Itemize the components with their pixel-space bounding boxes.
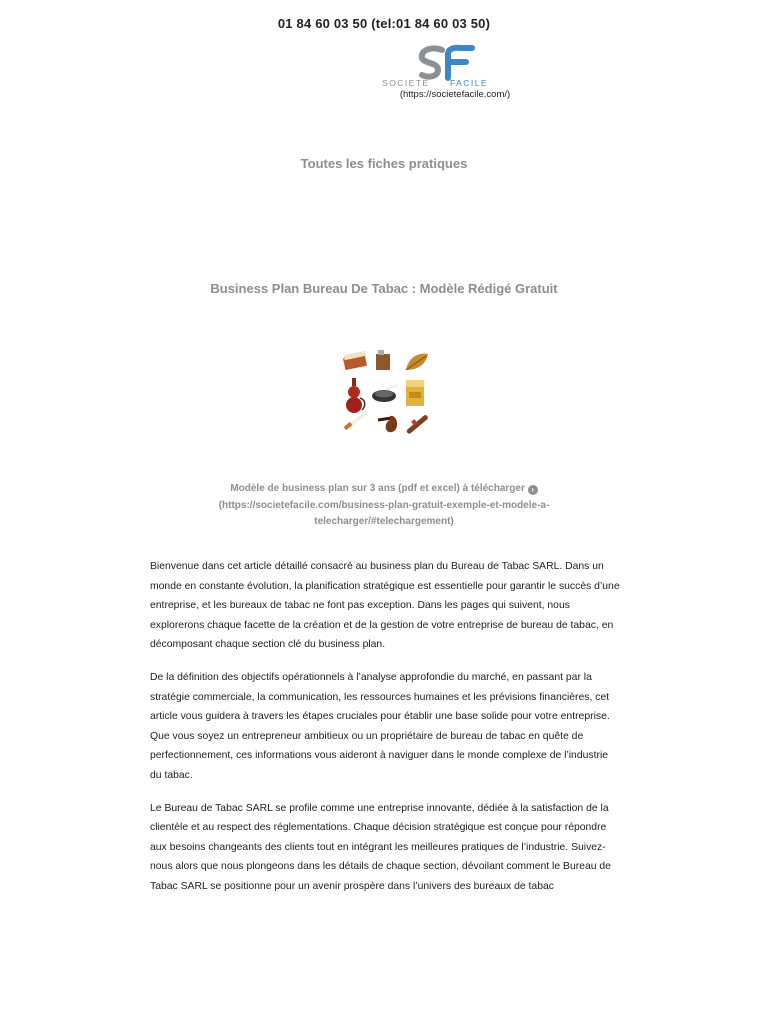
- pipe-icon: [378, 416, 397, 432]
- ashtray-icon: [372, 384, 398, 402]
- logo-text-left: SOCIETE: [382, 78, 430, 88]
- cigarette-pack-icon: [343, 351, 367, 370]
- all-fiches-link[interactable]: Toutes les fiches pratiques: [300, 156, 468, 171]
- download-link-text[interactable]: Modèle de business plan sur 3 ans (pdf et excel) à télécharger: [230, 483, 525, 494]
- article-body: [150, 557, 622, 910]
- company-paragraph: Le Bureau de Tabac SARL se profile comme une entreprise innovante, dédiée à la satisfaction de la clientèle et au respect des réglementations. Chaque décision stratégique est conçue pour répondre aux besoins changeants des clients tout en intégrant les meilleures pratiques de l’industrie. Suivez-nous alors que nous plongeons dans les détails de chaque section, dévoilant comment le Bureau de Tabac SARL se positionne pour un avenir prospère dans l’univers des bureaux de tabac: [150, 802, 611, 892]
- arrow-right-circle-icon: ›: [528, 485, 538, 495]
- objectives-paragraph: De la définition des objectifs opérationnels à l’analyse approfondie du marché, en passant par la stratégie commerciale, la communication, les ressources humaines et les prévisions financières, cet article vous guidera à travers les étapes cruciales pour établir une base solide pour votre entreprise. Que vous soyez un entrepreneur ambitieux ou un propriétaire de bureau de tabac en quête de perfectionnement, ces informations vous aideront à naviguer dans le monde complexe de l’industrie du tabac.: [150, 671, 610, 781]
- cigarette-box-icon: [406, 380, 424, 406]
- logo-text-right: FACILE: [450, 78, 489, 88]
- lighter-icon: [376, 350, 390, 370]
- cigar-icon: [406, 414, 429, 435]
- cigarette-icon: [344, 410, 369, 430]
- download-link[interactable]: [184, 481, 584, 531]
- page-title: Business Plan Bureau De Tabac : Modèle Rédigé Gratuit: [210, 281, 558, 296]
- hookah-icon: [346, 378, 365, 413]
- tobacco-leaf-icon: [406, 354, 428, 370]
- phone-number[interactable]: 01 84 60 03 50 (tel:01 84 60 03 50): [277, 16, 491, 31]
- download-url-line2[interactable]: telecharger/#telechargement): [314, 516, 454, 527]
- download-url-line1[interactable]: (https://societefacile.com/business-plan-gratuit-exemple-et-modele-a-: [218, 499, 550, 511]
- logo-mark-icon: [380, 44, 525, 90]
- intro-paragraph: Bienvenue dans cet article détaillé consacré au business plan du Bureau de Tabac SARL. Dans un monde en constante évolution, la planification stratégique est essentielle pour garantir le succès d’une entreprise, et les bureaux de tabac ne font pas exception. Dans les pages qui suivent, nous explorerons chaque facette de la création et de la gestion de votre entreprise de bureau de tabac, en décomposant chaque section clé du business plan.: [150, 561, 620, 651]
- tobacco-products-image: [338, 348, 432, 438]
- logo-link-url[interactable]: (https://societefacile.com/): [399, 89, 511, 100]
